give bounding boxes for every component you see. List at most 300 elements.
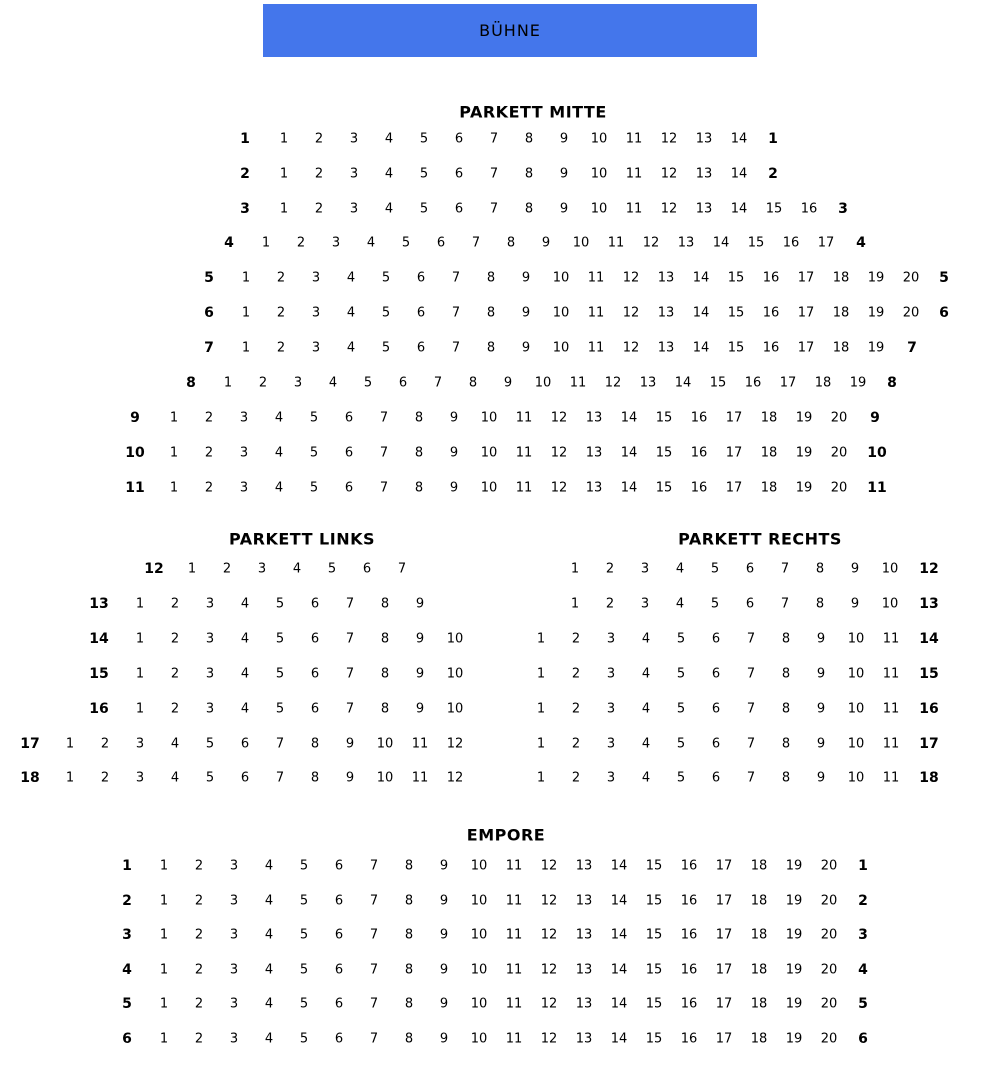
seat[interactable]: 8	[404, 858, 414, 874]
seat[interactable]: 7	[746, 770, 756, 786]
seat[interactable]: 3	[331, 235, 341, 251]
seat[interactable]: 3	[239, 480, 249, 496]
seat[interactable]: 3	[229, 1031, 239, 1047]
seat[interactable]: 5	[419, 166, 429, 182]
seat[interactable]: 1	[536, 666, 546, 682]
seat[interactable]: 11	[505, 858, 523, 874]
seat[interactable]: 1	[279, 201, 289, 217]
seat[interactable]: 20	[820, 927, 838, 943]
seat[interactable]: 4	[240, 631, 250, 647]
seat[interactable]: 12	[540, 893, 558, 909]
seat[interactable]: 12	[604, 375, 622, 391]
seat[interactable]: 6	[240, 736, 250, 752]
seat[interactable]: 12	[540, 996, 558, 1012]
seat[interactable]: 1	[159, 1031, 169, 1047]
seat[interactable]: 3	[349, 201, 359, 217]
seat[interactable]: 14	[620, 410, 638, 426]
seat[interactable]: 4	[675, 596, 685, 612]
seat[interactable]: 6	[416, 305, 426, 321]
seat[interactable]: 20	[820, 1031, 838, 1047]
seat[interactable]: 4	[384, 201, 394, 217]
seat[interactable]: 16	[680, 893, 698, 909]
seat[interactable]: 2	[204, 480, 214, 496]
seat[interactable]: 7	[275, 770, 285, 786]
seat[interactable]: 3	[640, 561, 650, 577]
seat[interactable]: 5	[299, 962, 309, 978]
seat[interactable]: 8	[486, 305, 496, 321]
seat[interactable]: 19	[785, 858, 803, 874]
seat[interactable]: 2	[571, 770, 581, 786]
seat[interactable]: 6	[398, 375, 408, 391]
seat[interactable]: 9	[439, 996, 449, 1012]
seat[interactable]: 5	[275, 666, 285, 682]
seat[interactable]: 4	[274, 445, 284, 461]
seat[interactable]: 13	[657, 270, 675, 286]
seat[interactable]: 1	[169, 410, 179, 426]
seat[interactable]: 5	[327, 561, 337, 577]
seat[interactable]: 2	[314, 131, 324, 147]
seat[interactable]: 6	[711, 701, 721, 717]
seat[interactable]: 7	[780, 561, 790, 577]
seat[interactable]: 1	[570, 561, 580, 577]
seat[interactable]: 19	[785, 893, 803, 909]
seat[interactable]: 1	[241, 270, 251, 286]
seat[interactable]: 3	[205, 701, 215, 717]
seat[interactable]: 16	[744, 375, 762, 391]
seat[interactable]: 20	[902, 270, 920, 286]
seat[interactable]: 9	[439, 858, 449, 874]
seat[interactable]: 11	[625, 166, 643, 182]
seat[interactable]: 4	[384, 166, 394, 182]
seat[interactable]: 4	[264, 858, 274, 874]
seat[interactable]: 2	[296, 235, 306, 251]
seat[interactable]: 9	[439, 893, 449, 909]
seat[interactable]: 17	[715, 1031, 733, 1047]
seat[interactable]: 2	[276, 270, 286, 286]
seat[interactable]: 12	[622, 305, 640, 321]
seat[interactable]: 1	[241, 305, 251, 321]
seat[interactable]: 15	[645, 927, 663, 943]
seat[interactable]: 8	[524, 131, 534, 147]
seat[interactable]: 9	[449, 445, 459, 461]
seat[interactable]: 12	[550, 410, 568, 426]
seat[interactable]: 3	[311, 340, 321, 356]
seat[interactable]: 3	[229, 927, 239, 943]
seat[interactable]: 6	[334, 962, 344, 978]
seat[interactable]: 5	[299, 858, 309, 874]
seat[interactable]: 2	[100, 736, 110, 752]
seat[interactable]: 2	[571, 736, 581, 752]
seat[interactable]: 19	[785, 1031, 803, 1047]
seat[interactable]: 14	[610, 858, 628, 874]
seat[interactable]: 10	[847, 736, 865, 752]
seat[interactable]: 3	[606, 770, 616, 786]
seat[interactable]: 5	[381, 270, 391, 286]
seat[interactable]: 1	[169, 480, 179, 496]
seat[interactable]: 16	[690, 445, 708, 461]
seat[interactable]: 16	[690, 410, 708, 426]
seat[interactable]: 6	[416, 270, 426, 286]
seat[interactable]: 6	[310, 701, 320, 717]
seat[interactable]: 9	[816, 666, 826, 682]
seat[interactable]: 18	[750, 1031, 768, 1047]
seat[interactable]: 4	[675, 561, 685, 577]
seat[interactable]: 12	[622, 270, 640, 286]
seat[interactable]: 3	[640, 596, 650, 612]
seat[interactable]: 11	[505, 996, 523, 1012]
seat[interactable]: 19	[867, 340, 885, 356]
seat[interactable]: 10	[470, 1031, 488, 1047]
seat[interactable]: 8	[781, 701, 791, 717]
seat[interactable]: 4	[346, 305, 356, 321]
seat[interactable]: 5	[275, 701, 285, 717]
seat[interactable]: 11	[411, 770, 429, 786]
seat[interactable]: 5	[299, 893, 309, 909]
seat[interactable]: 14	[610, 893, 628, 909]
seat[interactable]: 1	[536, 736, 546, 752]
seat[interactable]: 13	[585, 445, 603, 461]
seat[interactable]: 3	[229, 962, 239, 978]
seat[interactable]: 5	[676, 631, 686, 647]
seat[interactable]: 13	[695, 131, 713, 147]
seat[interactable]: 2	[571, 701, 581, 717]
seat[interactable]: 15	[747, 235, 765, 251]
seat[interactable]: 19	[785, 962, 803, 978]
seat[interactable]: 8	[506, 235, 516, 251]
seat[interactable]: 2	[194, 893, 204, 909]
seat[interactable]: 16	[680, 962, 698, 978]
seat[interactable]: 1	[536, 631, 546, 647]
seat[interactable]: 10	[552, 270, 570, 286]
seat[interactable]: 7	[345, 596, 355, 612]
seat[interactable]: 13	[639, 375, 657, 391]
seat[interactable]: 1	[159, 962, 169, 978]
seat[interactable]: 14	[610, 996, 628, 1012]
seat[interactable]: 17	[725, 445, 743, 461]
seat[interactable]: 2	[204, 410, 214, 426]
seat[interactable]: 10	[470, 927, 488, 943]
seat[interactable]: 12	[550, 445, 568, 461]
seat[interactable]: 11	[505, 927, 523, 943]
seat[interactable]: 3	[257, 561, 267, 577]
seat[interactable]: 16	[680, 1031, 698, 1047]
seat[interactable]: 9	[439, 962, 449, 978]
seat[interactable]: 6	[310, 631, 320, 647]
seat[interactable]: 19	[795, 445, 813, 461]
seat[interactable]: 4	[346, 340, 356, 356]
seat[interactable]: 3	[239, 410, 249, 426]
seat[interactable]: 5	[676, 701, 686, 717]
seat[interactable]: 3	[135, 770, 145, 786]
seat[interactable]: 13	[575, 927, 593, 943]
seat[interactable]: 7	[379, 410, 389, 426]
seat[interactable]: 6	[310, 666, 320, 682]
seat[interactable]: 7	[369, 1031, 379, 1047]
seat[interactable]: 3	[606, 736, 616, 752]
seat[interactable]: 5	[205, 736, 215, 752]
seat[interactable]: 8	[815, 561, 825, 577]
seat[interactable]: 17	[715, 893, 733, 909]
seat[interactable]: 1	[223, 375, 233, 391]
seat[interactable]: 9	[816, 770, 826, 786]
seat[interactable]: 3	[311, 270, 321, 286]
seat[interactable]: 7	[369, 927, 379, 943]
seat[interactable]: 10	[470, 858, 488, 874]
seat[interactable]: 5	[299, 927, 309, 943]
seat[interactable]: 4	[346, 270, 356, 286]
seat[interactable]: 14	[730, 201, 748, 217]
seat[interactable]: 7	[489, 201, 499, 217]
seat[interactable]: 10	[847, 666, 865, 682]
seat[interactable]: 8	[380, 596, 390, 612]
seat[interactable]: 13	[677, 235, 695, 251]
seat[interactable]: 16	[680, 858, 698, 874]
seat[interactable]: 13	[575, 962, 593, 978]
seat[interactable]: 9	[345, 736, 355, 752]
seat[interactable]: 16	[762, 340, 780, 356]
seat[interactable]: 12	[660, 201, 678, 217]
seat[interactable]: 8	[414, 445, 424, 461]
seat[interactable]: 19	[795, 410, 813, 426]
seat[interactable]: 6	[745, 561, 755, 577]
seat[interactable]: 3	[239, 445, 249, 461]
seat[interactable]: 13	[575, 1031, 593, 1047]
seat[interactable]: 9	[559, 131, 569, 147]
seat[interactable]: 4	[170, 770, 180, 786]
seat[interactable]: 18	[832, 340, 850, 356]
seat[interactable]: 7	[369, 893, 379, 909]
seat[interactable]: 10	[446, 666, 464, 682]
seat[interactable]: 10	[847, 701, 865, 717]
seat[interactable]: 1	[261, 235, 271, 251]
seat[interactable]: 15	[645, 858, 663, 874]
seat[interactable]: 4	[264, 927, 274, 943]
seat[interactable]: 10	[446, 631, 464, 647]
seat[interactable]: 11	[515, 410, 533, 426]
seat[interactable]: 9	[439, 927, 449, 943]
seat[interactable]: 13	[575, 858, 593, 874]
seat[interactable]: 4	[641, 770, 651, 786]
seat[interactable]: 2	[170, 631, 180, 647]
seat[interactable]: 8	[781, 666, 791, 682]
seat[interactable]: 7	[746, 631, 756, 647]
seat[interactable]: 5	[309, 445, 319, 461]
seat[interactable]: 5	[419, 201, 429, 217]
seat[interactable]: 14	[610, 1031, 628, 1047]
seat[interactable]: 10	[376, 736, 394, 752]
seat[interactable]: 6	[334, 996, 344, 1012]
seat[interactable]: 1	[135, 666, 145, 682]
seat[interactable]: 6	[334, 927, 344, 943]
seat[interactable]: 20	[820, 858, 838, 874]
seat[interactable]: 20	[820, 962, 838, 978]
seat[interactable]: 2	[276, 340, 286, 356]
seat[interactable]: 11	[625, 201, 643, 217]
seat[interactable]: 9	[559, 166, 569, 182]
seat[interactable]: 14	[610, 962, 628, 978]
seat[interactable]: 6	[711, 770, 721, 786]
seat[interactable]: 11	[587, 340, 605, 356]
seat[interactable]: 13	[657, 305, 675, 321]
seat[interactable]: 12	[642, 235, 660, 251]
seat[interactable]: 8	[486, 340, 496, 356]
seat[interactable]: 6	[334, 858, 344, 874]
seat[interactable]: 13	[575, 893, 593, 909]
seat[interactable]: 7	[345, 631, 355, 647]
seat[interactable]: 7	[489, 131, 499, 147]
seat[interactable]: 7	[451, 270, 461, 286]
seat[interactable]: 12	[660, 131, 678, 147]
seat[interactable]: 4	[264, 1031, 274, 1047]
seat[interactable]: 6	[711, 666, 721, 682]
seat[interactable]: 9	[521, 305, 531, 321]
seat[interactable]: 10	[446, 701, 464, 717]
seat[interactable]: 17	[797, 270, 815, 286]
seat[interactable]: 2	[258, 375, 268, 391]
seat[interactable]: 7	[433, 375, 443, 391]
seat[interactable]: 7	[489, 166, 499, 182]
seat[interactable]: 8	[414, 410, 424, 426]
seat[interactable]: 1	[135, 631, 145, 647]
seat[interactable]: 4	[641, 666, 651, 682]
seat[interactable]: 1	[187, 561, 197, 577]
seat[interactable]: 18	[750, 927, 768, 943]
seat[interactable]: 15	[765, 201, 783, 217]
seat[interactable]: 16	[800, 201, 818, 217]
seat[interactable]: 10	[552, 340, 570, 356]
seat[interactable]: 4	[328, 375, 338, 391]
seat[interactable]: 16	[690, 480, 708, 496]
seat[interactable]: 13	[657, 340, 675, 356]
seat[interactable]: 17	[779, 375, 797, 391]
seat[interactable]: 15	[727, 340, 745, 356]
seat[interactable]: 18	[760, 445, 778, 461]
seat[interactable]: 7	[471, 235, 481, 251]
seat[interactable]: 2	[170, 596, 180, 612]
seat[interactable]: 8	[524, 201, 534, 217]
seat[interactable]: 6	[362, 561, 372, 577]
seat[interactable]: 3	[606, 701, 616, 717]
seat[interactable]: 15	[645, 893, 663, 909]
seat[interactable]: 12	[540, 1031, 558, 1047]
seat[interactable]: 1	[279, 166, 289, 182]
seat[interactable]: 9	[521, 340, 531, 356]
seat[interactable]: 10	[590, 166, 608, 182]
seat[interactable]: 6	[240, 770, 250, 786]
seat[interactable]: 1	[159, 858, 169, 874]
seat[interactable]: 7	[397, 561, 407, 577]
seat[interactable]: 8	[380, 666, 390, 682]
seat[interactable]: 20	[830, 480, 848, 496]
seat[interactable]: 20	[902, 305, 920, 321]
seat[interactable]: 2	[170, 701, 180, 717]
seat[interactable]: 17	[725, 480, 743, 496]
seat[interactable]: 11	[587, 305, 605, 321]
seat[interactable]: 1	[241, 340, 251, 356]
seat[interactable]: 7	[369, 996, 379, 1012]
seat[interactable]: 19	[785, 927, 803, 943]
seat[interactable]: 14	[610, 927, 628, 943]
seat[interactable]: 6	[344, 445, 354, 461]
seat[interactable]: 19	[795, 480, 813, 496]
seat[interactable]: 7	[379, 480, 389, 496]
seat[interactable]: 1	[65, 736, 75, 752]
seat[interactable]: 1	[135, 596, 145, 612]
seat[interactable]: 18	[814, 375, 832, 391]
seat[interactable]: 19	[785, 996, 803, 1012]
seat[interactable]: 16	[680, 927, 698, 943]
seat[interactable]: 15	[655, 445, 673, 461]
seat[interactable]: 1	[570, 596, 580, 612]
seat[interactable]: 7	[451, 340, 461, 356]
seat[interactable]: 2	[194, 996, 204, 1012]
seat[interactable]: 2	[605, 596, 615, 612]
seat[interactable]: 3	[205, 596, 215, 612]
seat[interactable]: 3	[205, 631, 215, 647]
seat[interactable]: 2	[204, 445, 214, 461]
seat[interactable]: 12	[446, 736, 464, 752]
seat[interactable]: 4	[240, 596, 250, 612]
seat[interactable]: 11	[607, 235, 625, 251]
seat[interactable]: 8	[815, 596, 825, 612]
seat[interactable]: 17	[715, 996, 733, 1012]
seat[interactable]: 3	[349, 166, 359, 182]
seat[interactable]: 4	[641, 631, 651, 647]
seat[interactable]: 19	[867, 270, 885, 286]
seat[interactable]: 14	[674, 375, 692, 391]
seat[interactable]: 3	[293, 375, 303, 391]
seat[interactable]: 4	[264, 962, 274, 978]
seat[interactable]: 8	[404, 962, 414, 978]
seat[interactable]: 11	[411, 736, 429, 752]
seat[interactable]: 14	[730, 166, 748, 182]
seat[interactable]: 14	[692, 270, 710, 286]
seat[interactable]: 7	[746, 736, 756, 752]
seat[interactable]: 10	[480, 480, 498, 496]
seat[interactable]: 6	[334, 1031, 344, 1047]
seat[interactable]: 4	[641, 701, 651, 717]
seat[interactable]: 6	[436, 235, 446, 251]
seat[interactable]: 20	[830, 445, 848, 461]
seat[interactable]: 4	[240, 701, 250, 717]
seat[interactable]: 14	[712, 235, 730, 251]
seat[interactable]: 18	[832, 305, 850, 321]
seat[interactable]: 5	[676, 666, 686, 682]
seat[interactable]: 4	[274, 410, 284, 426]
seat[interactable]: 15	[727, 305, 745, 321]
seat[interactable]: 15	[709, 375, 727, 391]
seat[interactable]: 4	[264, 893, 274, 909]
seat[interactable]: 10	[552, 305, 570, 321]
seat[interactable]: 11	[625, 131, 643, 147]
seat[interactable]: 10	[590, 131, 608, 147]
seat[interactable]: 8	[486, 270, 496, 286]
seat[interactable]: 1	[536, 770, 546, 786]
seat[interactable]: 4	[170, 736, 180, 752]
seat[interactable]: 17	[797, 305, 815, 321]
seat[interactable]: 9	[449, 410, 459, 426]
seat[interactable]: 2	[571, 666, 581, 682]
seat[interactable]: 5	[710, 561, 720, 577]
seat[interactable]: 16	[762, 305, 780, 321]
seat[interactable]: 15	[645, 962, 663, 978]
seat[interactable]: 2	[194, 962, 204, 978]
seat[interactable]: 3	[606, 666, 616, 682]
seat[interactable]: 2	[605, 561, 615, 577]
seat[interactable]: 9	[541, 235, 551, 251]
seat[interactable]: 3	[229, 893, 239, 909]
seat[interactable]: 9	[521, 270, 531, 286]
